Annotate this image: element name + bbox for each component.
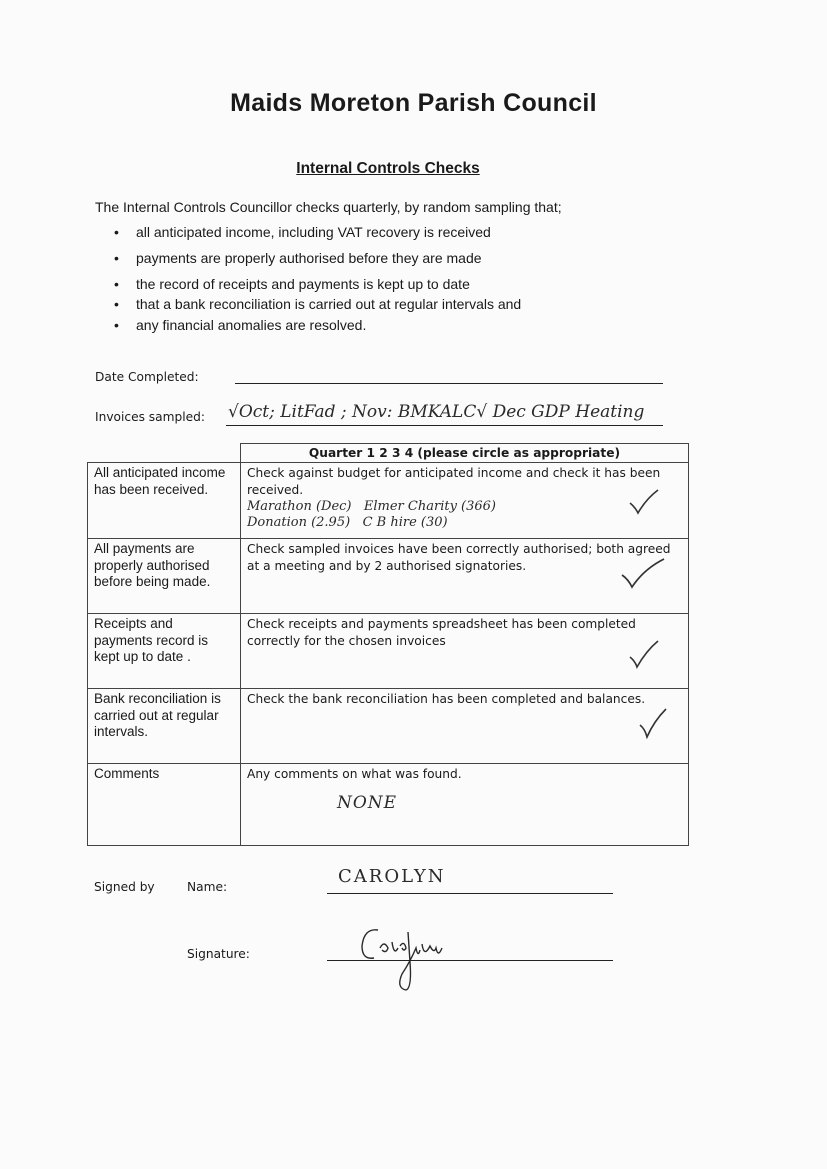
checkmark-icon	[638, 707, 668, 739]
table-row-check	[241, 463, 689, 539]
table-row-item: Receipts and payments record is kept up to date .	[88, 614, 241, 689]
invoices-sampled-line	[226, 425, 663, 426]
document-subtitle: Internal Controls Checks	[296, 160, 480, 177]
comments-value[interactable]: NONE	[337, 793, 398, 813]
table-row-check-text: Check against budget for anticipated income and check it has been received.	[247, 466, 661, 497]
table-row	[88, 614, 689, 689]
name-label: Name:	[187, 880, 228, 894]
table-row-item: Bank reconciliation is carried out at regular intervals.	[88, 689, 241, 764]
list-item: • any financial anomalies are resolved.	[95, 317, 521, 337]
table-row-item: All payments are properly authorised before being made.	[88, 539, 241, 614]
document-title: Maids Moreton Parish Council	[230, 89, 597, 117]
table-row-check-text: Check the bank reconciliation has been completed and balances.	[247, 692, 646, 706]
table-row-check	[241, 764, 689, 846]
table-row-check	[241, 614, 689, 689]
signature-label: Signature:	[187, 947, 250, 961]
income-note-1: Marathon (Dec) Elmer Charity (366)	[247, 499, 497, 514]
name-line	[327, 893, 613, 894]
table-row-check-text: Any comments on what was found.	[247, 767, 462, 781]
table-row-check	[241, 689, 689, 764]
table-row-item: All anticipated income has been received.	[88, 463, 241, 539]
controls-table	[87, 443, 689, 846]
list-item: • that a bank reconciliation is carried out at regular intervals and	[95, 296, 521, 317]
table-row-check-text: Check receipts and payments spreadsheet has been completed correctly for the chosen invoices	[247, 617, 636, 648]
table-row	[88, 539, 689, 614]
header-blank-cell	[88, 444, 241, 463]
table-header-row	[88, 444, 689, 463]
signature-line	[327, 960, 613, 961]
signature-field[interactable]	[350, 918, 470, 998]
invoices-sampled-label: Invoices sampled:	[95, 410, 205, 424]
checkmark-icon	[628, 489, 660, 515]
list-item: • all anticipated income, including VAT recovery is received	[95, 224, 521, 250]
intro-text: The Internal Controls Councillor checks quarterly, by random sampling that;	[95, 199, 562, 215]
signed-by-label: Signed by	[94, 880, 155, 894]
table-row-item: Comments	[88, 764, 241, 846]
list-item: • payments are properly authorised before they are made	[95, 250, 521, 276]
table-row	[88, 463, 689, 539]
table-row	[88, 764, 689, 846]
date-completed-label: Date Completed:	[95, 370, 199, 384]
checks-list	[95, 224, 521, 337]
checkmark-icon	[620, 557, 666, 589]
table-row-check	[241, 539, 689, 614]
quarter-header: Quarter 1 2 3 4 (please circle as appropriate)	[241, 444, 689, 463]
handwritten-signature	[350, 918, 470, 998]
table-row	[88, 689, 689, 764]
checkmark-icon	[628, 639, 660, 669]
invoices-sampled-field[interactable]: √Oct; LitFad ; Nov: BMKALC√ Dec GDP Heating	[228, 402, 645, 422]
name-field[interactable]: CAROLYN	[338, 866, 446, 887]
table-row-check-text: Check sampled invoices have been correctly authorised; both agreed at a meeting and by 2 authorised signatories.	[247, 542, 671, 573]
income-note-2: Donation (2.95) C B hire (30)	[247, 515, 448, 530]
date-completed-line	[235, 383, 663, 384]
list-item: • the record of receipts and payments is kept up to date	[95, 276, 521, 296]
